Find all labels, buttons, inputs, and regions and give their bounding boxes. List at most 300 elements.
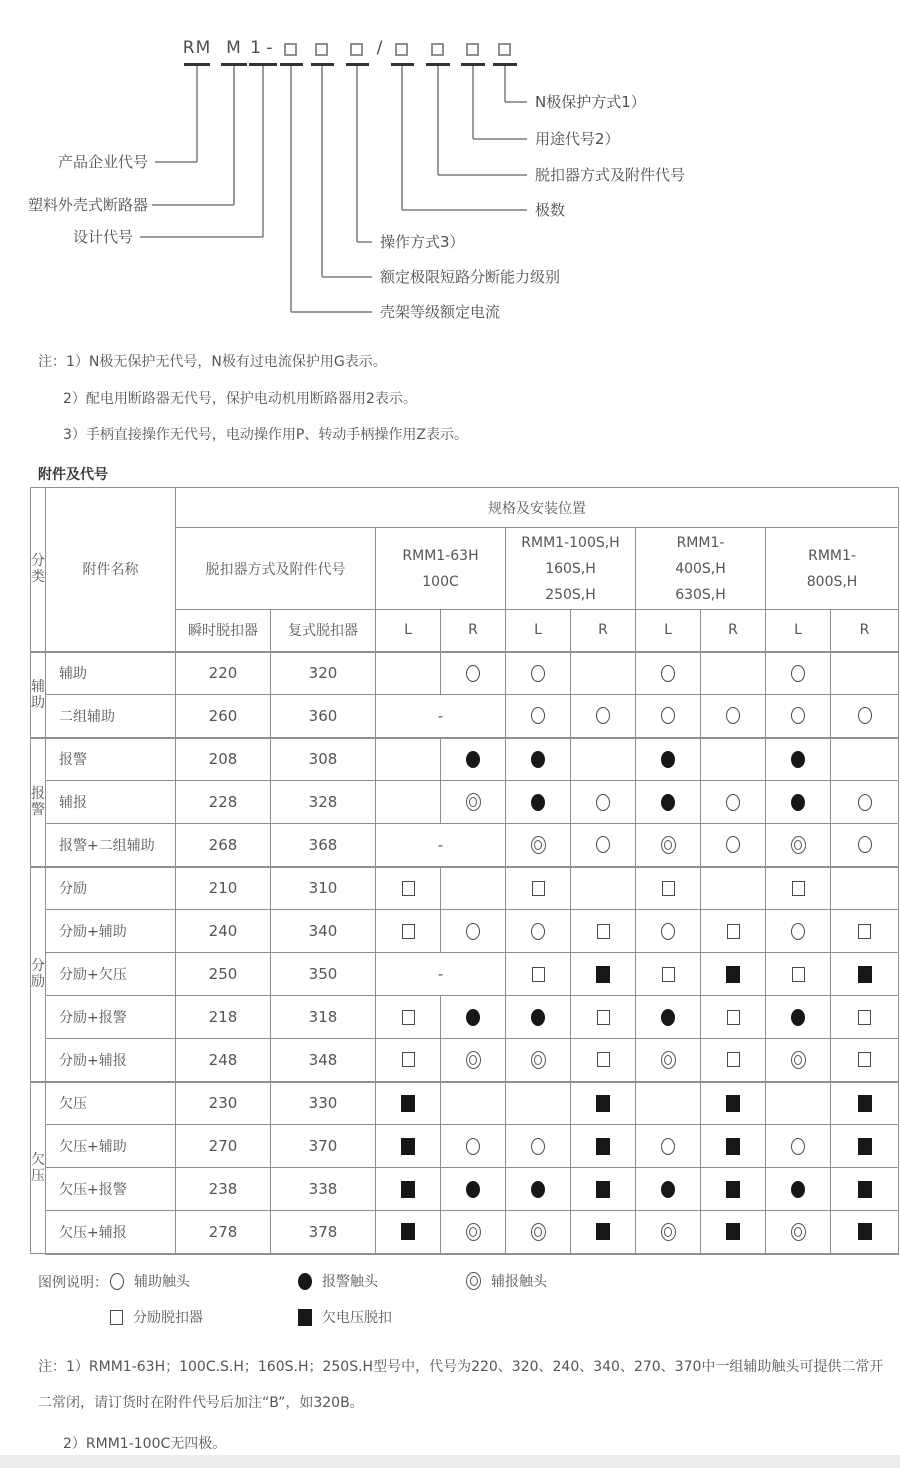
- spec-cell: [376, 1211, 441, 1254]
- spec-cell: [441, 910, 506, 953]
- undervoltage-release-symbol: [726, 1095, 740, 1112]
- alarm-contact-symbol: [661, 794, 675, 811]
- aux-alarm-contact-symbol: [661, 836, 676, 854]
- legend-item: [466, 1270, 547, 1292]
- accessory-row: [31, 1211, 899, 1254]
- aux-contact-symbol: [661, 923, 675, 940]
- aux-contact-symbol: [791, 1138, 805, 1155]
- spec-cell: [766, 1082, 831, 1125]
- shunt-release-symbol: [858, 1010, 871, 1025]
- code-box: [284, 43, 297, 56]
- compound-code-cell: 320: [271, 652, 376, 695]
- column-header-model-800: RMM1- 800S,H: [766, 528, 899, 610]
- spec-cell: [441, 996, 506, 1039]
- alarm-contact-symbol: [298, 1273, 312, 1290]
- category-cell: 辅 助: [31, 652, 46, 738]
- shunt-release-symbol: [662, 881, 675, 896]
- spec-cell: [441, 1082, 506, 1125]
- compound-code-cell: 330: [271, 1082, 376, 1125]
- compound-code-cell: 328: [271, 781, 376, 824]
- undervoltage-release-symbol: [596, 1223, 610, 1240]
- spec-cell: [441, 1168, 506, 1211]
- shunt-release-symbol: [402, 1052, 415, 1067]
- undervoltage-release-symbol: [596, 1095, 610, 1112]
- spec-cell: [376, 1125, 441, 1168]
- accessory-row: [31, 824, 899, 867]
- spec-cell: [571, 695, 636, 738]
- spec-cell: [701, 1211, 766, 1254]
- accessory-row: [31, 781, 899, 824]
- aux-contact-symbol: [531, 923, 545, 940]
- column-header-l: L: [636, 610, 701, 652]
- aux-contact-symbol: [661, 1138, 675, 1155]
- note-2: 2）配电用断路器无代号，保护电动机用断路器用2表示。: [63, 391, 417, 407]
- spec-cell: [506, 1039, 571, 1082]
- undervoltage-release-symbol: [726, 1181, 740, 1198]
- aux-alarm-contact-symbol: [531, 1051, 546, 1069]
- spec-cell: [766, 824, 831, 867]
- column-header-model-400-630: RMM1- 400S,H 630S,H: [636, 528, 766, 610]
- legend-item-label: 辅报触头: [491, 1274, 547, 1290]
- alarm-contact-symbol: [531, 751, 545, 768]
- spec-cell: [571, 953, 636, 996]
- label-breaking-capacity: 额定极限短路分断能力级别: [380, 268, 561, 286]
- shunt-release-symbol: [597, 1052, 610, 1067]
- shunt-release-symbol: [727, 1052, 740, 1067]
- accessory-name-cell: 报警: [46, 738, 176, 781]
- spec-cell: [636, 1168, 701, 1211]
- bottom-note-2: 2）RMM1-100C无四极。: [63, 1436, 227, 1452]
- legend-item-label: 辅助触头: [134, 1274, 190, 1290]
- spec-cell: [506, 910, 571, 953]
- alarm-contact-symbol: [531, 1009, 545, 1026]
- accessory-table: [30, 487, 899, 1255]
- shunt-release-symbol: [727, 924, 740, 939]
- spec-cell: [766, 781, 831, 824]
- code-box: [431, 43, 444, 56]
- spec-cell: [636, 738, 701, 781]
- shunt-release-symbol: [792, 881, 805, 896]
- aux-alarm-contact-symbol: [791, 836, 806, 854]
- spec-cell: [766, 652, 831, 695]
- spec-cell: [701, 867, 766, 910]
- spec-cell: [506, 1125, 571, 1168]
- undervoltage-release-symbol: [858, 966, 872, 983]
- compound-code-cell: 368: [271, 824, 376, 867]
- column-header-spec-position: 规格及安装位置: [176, 488, 899, 528]
- spec-cell: [376, 1168, 441, 1211]
- column-header-r: R: [441, 610, 506, 652]
- spec-cell: [701, 652, 766, 695]
- alarm-contact-symbol: [661, 751, 675, 768]
- spec-cell: [766, 1168, 831, 1211]
- spec-cell: [766, 867, 831, 910]
- spec-cell: [441, 781, 506, 824]
- code-company: RM: [182, 38, 212, 58]
- aux-alarm-contact-symbol: [531, 836, 546, 854]
- accessory-name-cell: 欠压+报警: [46, 1168, 176, 1211]
- code-box: [350, 43, 363, 56]
- instant-code-cell: 278: [176, 1211, 271, 1254]
- accessory-table-wrap: [30, 487, 899, 1255]
- accessory-name-cell: 报警+二组辅助: [46, 824, 176, 867]
- spec-cell: [701, 1039, 766, 1082]
- spec-cell: [571, 652, 636, 695]
- spec-cell: [831, 824, 899, 867]
- category-cell: 欠 压: [31, 1082, 46, 1254]
- spec-cell: [376, 1039, 441, 1082]
- spec-cell: [376, 996, 441, 1039]
- alarm-contact-symbol: [791, 1181, 805, 1198]
- label-operation-mode: 操作方式3）: [380, 233, 465, 251]
- compound-code-cell: 310: [271, 867, 376, 910]
- legend-item: [298, 1270, 378, 1292]
- shunt-release-symbol: [662, 967, 675, 982]
- column-header-l: L: [766, 610, 831, 652]
- shunt-release-symbol: [402, 881, 415, 896]
- code-design: 1: [250, 38, 262, 58]
- accessory-name-cell: 分励+辅助: [46, 910, 176, 953]
- spec-cell: [766, 1039, 831, 1082]
- accessory-name-cell: 分励+辅报: [46, 1039, 176, 1082]
- aux-contact-symbol: [596, 836, 610, 853]
- aux-alarm-contact-symbol: [531, 1223, 546, 1241]
- spec-cell: [701, 738, 766, 781]
- instant-code-cell: 248: [176, 1039, 271, 1082]
- not-available-cell: -: [376, 953, 506, 996]
- shunt-release-symbol: [727, 1010, 740, 1025]
- spec-cell: [831, 1125, 899, 1168]
- spec-cell: [506, 695, 571, 738]
- spec-cell: [571, 824, 636, 867]
- accessory-name-cell: 分励+欠压: [46, 953, 176, 996]
- undervoltage-release-symbol: [401, 1138, 415, 1155]
- spec-cell: [571, 1125, 636, 1168]
- compound-code-cell: 370: [271, 1125, 376, 1168]
- accessory-name-cell: 欠压: [46, 1082, 176, 1125]
- column-header-r: R: [571, 610, 636, 652]
- accessory-name-cell: 辅报: [46, 781, 176, 824]
- compound-code-cell: 350: [271, 953, 376, 996]
- spec-cell: [506, 1211, 571, 1254]
- spec-cell: [506, 1168, 571, 1211]
- legend: [0, 1264, 900, 1344]
- code-slash: /: [376, 38, 384, 58]
- spec-cell: [376, 867, 441, 910]
- spec-cell: [636, 695, 701, 738]
- legend-item-label: 欠电压脱扣: [322, 1310, 392, 1326]
- spec-cell: [636, 652, 701, 695]
- aux-contact-symbol: [596, 707, 610, 724]
- aux-alarm-contact-symbol: [466, 1223, 481, 1241]
- code-box: [315, 43, 328, 56]
- alarm-contact-symbol: [791, 751, 805, 768]
- accessory-row: [31, 996, 899, 1039]
- aux-contact-symbol: [466, 1138, 480, 1155]
- column-header-category: 分 类: [31, 488, 46, 652]
- undervoltage-release-symbol: [858, 1095, 872, 1112]
- aux-alarm-contact-symbol: [791, 1223, 806, 1241]
- section-heading: 附件及代号: [38, 467, 108, 483]
- undervoltage-release-symbol: [726, 966, 740, 983]
- code-type: M: [226, 38, 242, 58]
- spec-cell: [701, 953, 766, 996]
- category-cell: 报 警: [31, 738, 46, 867]
- spec-cell: [506, 867, 571, 910]
- label-release-accessory-code: 脱扣器方式及附件代号: [535, 166, 686, 184]
- note-1: 注：1）N极无保护无代号，N极有过电流保护用G表示。: [38, 354, 387, 370]
- accessory-row: [31, 1168, 899, 1211]
- spec-cell: [506, 953, 571, 996]
- spec-cell: [766, 1125, 831, 1168]
- undervoltage-release-symbol: [401, 1223, 415, 1240]
- undervoltage-release-symbol: [401, 1181, 415, 1198]
- spec-cell: [701, 996, 766, 1039]
- model-designation-diagram: [0, 0, 900, 335]
- spec-cell: [506, 738, 571, 781]
- column-header-compound-release: 复式脱扣器: [271, 610, 376, 652]
- spec-cell: [636, 1082, 701, 1125]
- shunt-release-symbol: [858, 924, 871, 939]
- compound-code-cell: 378: [271, 1211, 376, 1254]
- label-design-code: 设计代号: [72, 228, 133, 246]
- spec-cell: [831, 738, 899, 781]
- instant-code-cell: 228: [176, 781, 271, 824]
- accessory-row: [31, 1082, 899, 1125]
- aux-contact-symbol: [531, 665, 545, 682]
- spec-cell: [506, 824, 571, 867]
- spec-cell: [701, 695, 766, 738]
- accessory-row: [31, 910, 899, 953]
- spec-cell: [636, 1039, 701, 1082]
- alarm-contact-symbol: [466, 751, 480, 768]
- aux-contact-symbol: [858, 707, 872, 724]
- shunt-release-symbol: [792, 967, 805, 982]
- aux-contact-symbol: [110, 1273, 124, 1290]
- alarm-contact-symbol: [466, 1181, 480, 1198]
- spec-cell: [831, 953, 899, 996]
- column-header-release-mode: 脱扣器方式及附件代号: [176, 528, 376, 610]
- spec-cell: [376, 781, 441, 824]
- spec-cell: [441, 867, 506, 910]
- undervoltage-release-symbol: [596, 1138, 610, 1155]
- compound-code-cell: 318: [271, 996, 376, 1039]
- alarm-contact-symbol: [531, 1181, 545, 1198]
- aux-contact-symbol: [791, 707, 805, 724]
- spec-cell: [831, 996, 899, 1039]
- header-row-spec: [31, 488, 899, 528]
- alarm-contact-symbol: [791, 1009, 805, 1026]
- undervoltage-release-symbol: [858, 1223, 872, 1240]
- not-available-cell: -: [376, 695, 506, 738]
- undervoltage-release-symbol: [858, 1181, 872, 1198]
- spec-cell: [376, 738, 441, 781]
- spec-cell: [376, 652, 441, 695]
- legend-item-label: 分励脱扣器: [133, 1310, 203, 1326]
- aux-contact-symbol: [726, 794, 740, 811]
- spec-cell: [701, 1125, 766, 1168]
- instant-code-cell: 260: [176, 695, 271, 738]
- spec-cell: [376, 1082, 441, 1125]
- accessory-row: [31, 652, 899, 695]
- spec-cell: [636, 1125, 701, 1168]
- spec-cell: [506, 781, 571, 824]
- code-box: [395, 43, 408, 56]
- spec-cell: [831, 1082, 899, 1125]
- not-available-cell: -: [376, 824, 506, 867]
- label-usage-code: 用途代号2）: [535, 130, 620, 148]
- spec-cell: [766, 996, 831, 1039]
- alarm-contact-symbol: [791, 794, 805, 811]
- aux-contact-symbol: [726, 707, 740, 724]
- accessory-row: [31, 1039, 899, 1082]
- aux-contact-symbol: [531, 707, 545, 724]
- undervoltage-release-symbol: [596, 1181, 610, 1198]
- spec-cell: [766, 910, 831, 953]
- column-header-accessory-name: 附件名称: [46, 488, 176, 652]
- spec-cell: [571, 738, 636, 781]
- spec-cell: [571, 996, 636, 1039]
- instant-code-cell: 210: [176, 867, 271, 910]
- accessory-name-cell: 欠压+辅报: [46, 1211, 176, 1254]
- compound-code-cell: 360: [271, 695, 376, 738]
- spec-cell: [831, 867, 899, 910]
- spec-cell: [636, 910, 701, 953]
- spec-cell: [506, 652, 571, 695]
- aux-contact-symbol: [661, 707, 675, 724]
- aux-contact-symbol: [466, 923, 480, 940]
- code-box: [498, 43, 511, 56]
- accessory-row: [31, 867, 899, 910]
- legend-item: [298, 1306, 392, 1328]
- spec-cell: [831, 1168, 899, 1211]
- accessory-table-body: [31, 652, 899, 1254]
- label-frame-rated-current: 壳架等级额定电流: [380, 303, 501, 321]
- column-header-instant-release: 瞬时脱扣器: [176, 610, 271, 652]
- spec-cell: [636, 824, 701, 867]
- column-header-l: L: [506, 610, 571, 652]
- spec-cell: [571, 1211, 636, 1254]
- compound-code-cell: 348: [271, 1039, 376, 1082]
- spec-cell: [571, 1168, 636, 1211]
- aux-alarm-contact-symbol: [466, 793, 481, 811]
- aux-contact-symbol: [858, 794, 872, 811]
- spec-cell: [766, 953, 831, 996]
- spec-cell: [506, 996, 571, 1039]
- aux-alarm-contact-symbol: [466, 1051, 481, 1069]
- spec-cell: [831, 652, 899, 695]
- aux-contact-symbol: [661, 665, 675, 682]
- accessory-row: [31, 695, 899, 738]
- spec-cell: [571, 910, 636, 953]
- instant-code-cell: 270: [176, 1125, 271, 1168]
- aux-contact-symbol: [596, 794, 610, 811]
- compound-code-cell: 338: [271, 1168, 376, 1211]
- shunt-release-symbol: [597, 924, 610, 939]
- instant-code-cell: 230: [176, 1082, 271, 1125]
- aux-alarm-contact-symbol: [791, 1051, 806, 1069]
- spec-cell: [701, 1082, 766, 1125]
- instant-code-cell: 208: [176, 738, 271, 781]
- spec-cell: [636, 1211, 701, 1254]
- label-mccb: 塑料外壳式断路器: [27, 196, 148, 214]
- aux-alarm-contact-symbol: [661, 1223, 676, 1241]
- spec-cell: [831, 910, 899, 953]
- shunt-release-symbol: [110, 1310, 123, 1325]
- aux-contact-symbol: [858, 836, 872, 853]
- legend-item-label: 报警触头: [322, 1274, 378, 1290]
- accessory-name-cell: 欠压+辅助: [46, 1125, 176, 1168]
- accessory-row: [31, 738, 899, 781]
- aux-contact-symbol: [466, 665, 480, 682]
- bottom-note-1: 注：1）RMM1-63H；100C.S.H；160S.H；250S.H型号中，代号为220、320、240、340、270、370中一组辅助触头可提供二常开二常闭，请订货时在附件代号后加注“B”，如320B。: [38, 1359, 884, 1411]
- code-hyphen: -: [266, 38, 274, 58]
- accessory-row: [31, 953, 899, 996]
- spec-cell: [441, 1125, 506, 1168]
- undervoltage-release-symbol: [726, 1223, 740, 1240]
- spec-cell: [441, 1211, 506, 1254]
- note-3: 3）手柄直接操作无代号，电动操作用P、转动手柄操作用Z表示。: [63, 427, 468, 443]
- undervoltage-release-symbol: [858, 1138, 872, 1155]
- column-header-model-63h: RMM1-63H 100C: [376, 528, 506, 610]
- spec-cell: [701, 781, 766, 824]
- undervoltage-release-symbol: [726, 1138, 740, 1155]
- aux-contact-symbol: [531, 1138, 545, 1155]
- accessory-name-cell: 分励+报警: [46, 996, 176, 1039]
- spec-cell: [571, 1082, 636, 1125]
- spec-cell: [636, 996, 701, 1039]
- alarm-contact-symbol: [661, 1009, 675, 1026]
- undervoltage-release-symbol: [596, 966, 610, 983]
- spec-cell: [766, 1211, 831, 1254]
- spec-cell: [636, 781, 701, 824]
- compound-code-cell: 340: [271, 910, 376, 953]
- column-header-l: L: [376, 610, 441, 652]
- spec-cell: [831, 781, 899, 824]
- instant-code-cell: 220: [176, 652, 271, 695]
- instant-code-cell: 240: [176, 910, 271, 953]
- spec-cell: [701, 910, 766, 953]
- column-header-r: R: [831, 610, 899, 652]
- accessory-name-cell: 分励: [46, 867, 176, 910]
- instant-code-cell: 268: [176, 824, 271, 867]
- spec-cell: [636, 953, 701, 996]
- spec-cell: [831, 1211, 899, 1254]
- aux-contact-symbol: [726, 836, 740, 853]
- spec-cell: [441, 652, 506, 695]
- alarm-contact-symbol: [661, 1181, 675, 1198]
- spec-cell: [376, 910, 441, 953]
- spec-cell: [441, 738, 506, 781]
- spec-cell: [701, 824, 766, 867]
- shunt-release-symbol: [532, 881, 545, 896]
- label-company-code: 产品企业代号: [57, 153, 148, 171]
- shunt-release-symbol: [858, 1052, 871, 1067]
- undervoltage-release-symbol: [401, 1095, 415, 1112]
- bottom-bar: [0, 1455, 900, 1468]
- shunt-release-symbol: [402, 924, 415, 939]
- instant-code-cell: 218: [176, 996, 271, 1039]
- aux-alarm-contact-symbol: [661, 1051, 676, 1069]
- accessory-name-cell: 二组辅助: [46, 695, 176, 738]
- category-cell: 分 励: [31, 867, 46, 1082]
- legend-item: [110, 1270, 190, 1292]
- spec-cell: [571, 1039, 636, 1082]
- spec-cell: [571, 781, 636, 824]
- legend-title: 图例说明：: [38, 1275, 108, 1291]
- accessory-row: [31, 1125, 899, 1168]
- instant-code-cell: 238: [176, 1168, 271, 1211]
